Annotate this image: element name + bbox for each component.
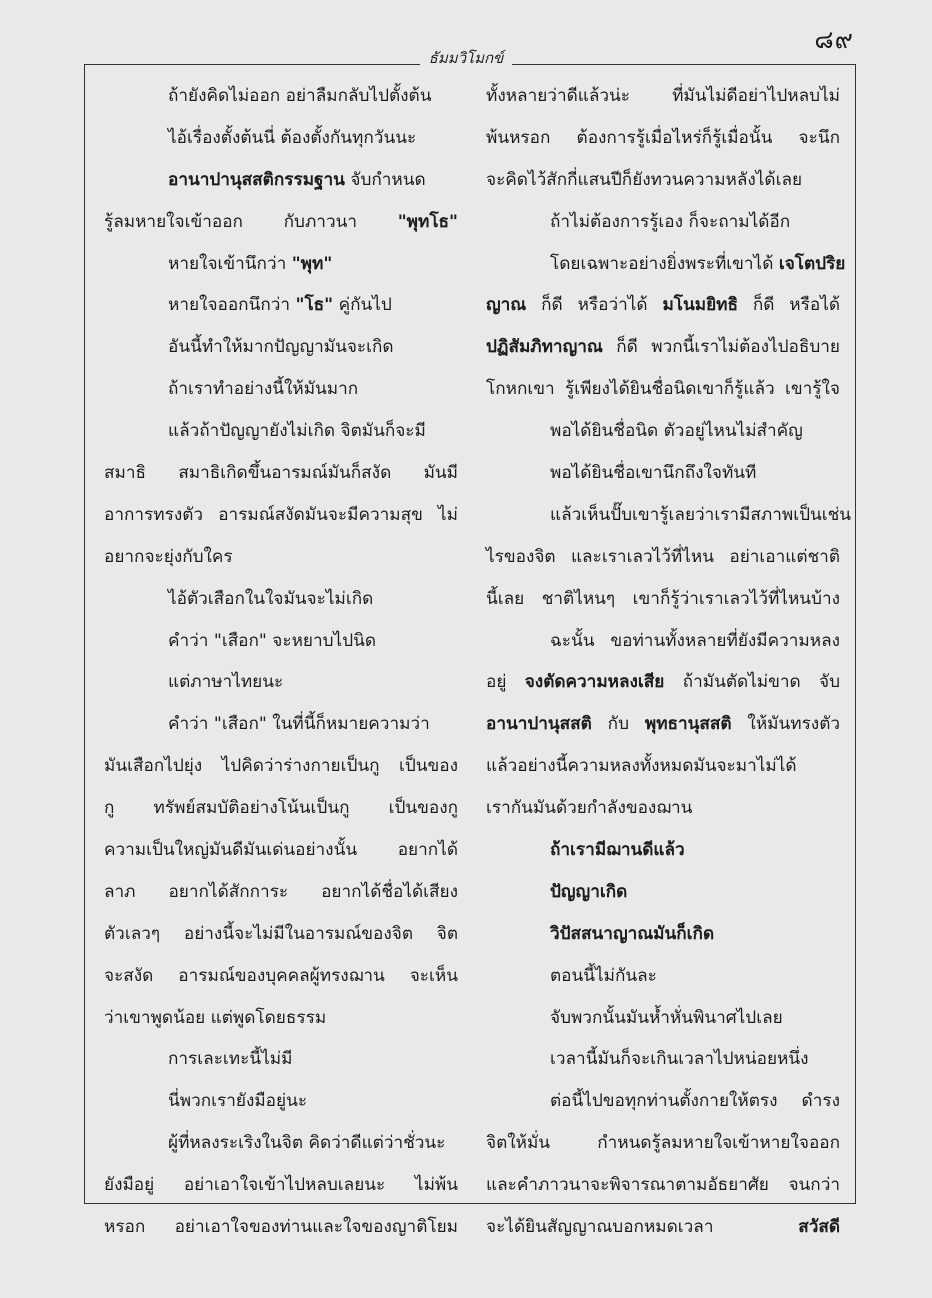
text-run: ไอ้เรื่องตั้งต้นนี่ ต้องตั้งกันทุกวันนะ [168,127,417,148]
bold-text: "โธ" [295,295,334,316]
text-run: ถ้ามันตัดไม่ขาด จับ [664,672,840,693]
text-line [486,704,840,746]
text-line [486,788,840,830]
text-run: ก็ดี พวกนี้เราไม่ต้องไปอธิบาย [602,337,840,358]
text-line [104,202,458,244]
text-run: แล้วถ้าปัญญายังไม่เกิด จิตมันก็จะมี [168,421,426,442]
text-run: ถ้าเราทำอย่างนี้ให้มันมาก [168,379,359,400]
text-line [104,537,458,579]
text-line [104,411,458,453]
text-run: ก็ดี หรือได้ [737,295,841,316]
running-title-text: ธัมมวิโมกข์ [420,49,513,67]
bold-text: ปัญญาเกิด [550,881,628,902]
text-line [486,621,840,663]
page-number: ๘๙ [814,25,854,54]
text-run: จับพวกนั้นมันห้ำหั่นพินาศไปเลย [550,1007,783,1028]
text-line [104,1165,458,1207]
text-line [104,495,458,537]
text-line [486,1207,840,1249]
text-line [104,327,458,369]
text-line [486,1081,840,1123]
text-line [104,1039,458,1081]
text-line [104,788,458,830]
text-run: พอได้ยินชื่อเขานึกถึงใจทันที [550,463,757,484]
text-line [104,579,458,621]
text-run: ตอนนี้ไม่กันละ [550,965,657,986]
text-run: อาการทรงตัว อารมณ์สงัดมันจะมีความสุข ไม่ [104,504,458,525]
bold-text: "พุท" [291,253,333,274]
text-line [104,160,458,202]
text-run: อยู่ [486,672,525,693]
text-line [486,872,840,914]
text-line [486,244,846,286]
text-line [104,1081,458,1123]
text-run: ยังมือยู่ อย่าเอาใจเข้าไปหลบเลยนะ ไม่พ้น [104,1175,458,1196]
bold-text: เจโตปริย [778,253,846,274]
bold-text: จงตัดความหลงเสีย [524,672,665,693]
text-line [104,872,458,914]
text-line [486,369,840,411]
text-line [104,1123,458,1165]
text-line [486,1039,840,1081]
text-run: ถ้ายังคิดไม่ออก อย่าลืมกลับไปตั้งต้น [168,86,432,106]
text-line [104,704,458,746]
bold-text: มโนมยิทธิ [662,295,738,316]
text-line [104,244,458,286]
text-run: แล้วอย่างนี้ความหลงทั้งหมดมันจะมาไม่ได้ [486,756,797,777]
left-column [104,76,458,1238]
text-line [486,537,840,579]
text-run: คำว่า "เสือก" จะหยาบไปนิด [168,630,377,651]
text-run: อยากจะยุ่งกับใคร [104,546,233,567]
text-line [104,914,458,956]
text-run: จะคิดไว้สักกี่แสนปีก็ยังทวนความหลังได้เลย [486,169,803,190]
text-line [104,746,458,788]
text-run: พอได้ยินชื่อนิด ตัวอยู่ไหนไม่สำคัญ [550,421,803,442]
text-run: อันนี้ทำให้มากปัญญามันจะเกิด [168,337,394,358]
bold-text: วิปัสสนาญาณมันก็เกิด [550,923,715,944]
text-line [486,1123,840,1165]
text-run: กู ทรัพย์สมบัติอย่างโน้นเป็นกู เป็นของกู [104,798,458,819]
text-run: ให้มันทรงตัว [731,714,841,735]
text-line [104,1207,458,1249]
bold-text: ถ้าเรามีฌานดีแล้ว [550,840,685,861]
bold-text: อานาปานุสสติกรรมฐาน [168,169,345,190]
text-run: รู้ลมหายใจเข้าออก กับภาวนา [104,211,398,232]
text-line [486,956,840,998]
text-line [486,327,840,369]
text-run: เรากันมันด้วยกำลังของฌาน [486,798,693,819]
text-run: สมาธิ สมาธิเกิดขึ้นอารมณ์มันก็สงัด มันมี [104,463,458,484]
text-line [104,369,458,411]
text-run: ไอ้ตัวเสือกในใจมันจะไม่เกิด [168,588,374,609]
text-run: คู่กันไป [333,295,392,316]
text-run: เวลานี้มันก็จะเกินเวลาไปหน่อยหนึ่ง [550,1049,809,1070]
text-run: จับกำหนด [344,169,426,190]
text-run: การเละเทะนี้ไม่มี [168,1049,293,1070]
text-run: ไรของจิต และเราเลวไว้ที่ไหน อย่าเอาแต่ชาติ [486,546,840,567]
text-run: ความเป็นใหญ่มันดีมันเด่นอย่างนั้น อยากได้ [104,840,458,861]
text-line [486,662,840,704]
text-run: มันเสือกไปยุ่ง ไปคิดว่าร่างกายเป็นกู เป็นของ [104,756,458,777]
text-line [486,579,840,621]
text-run: โกหกเขา รู้เพียงได้ยินชื่อนิดเขาก็รู้แล้ว เขารู้ใจ [486,379,840,400]
text-run: นี่พวกเรายังมือยู่นะ [168,1091,308,1112]
text-run: นี้เลย ชาติไหนๆ เขาก็รู้ว่าเราเลวไว้ที่ไหนบ้าง [486,588,840,609]
text-line [486,76,840,118]
text-line [486,914,840,956]
bold-text: สวัสดี [798,1217,840,1238]
text-line [486,453,840,495]
bold-text: พุทธานุสสติ [644,714,732,735]
bold-text: อานาปานุสสติ [486,714,592,735]
bold-text: ปฏิสัมภิทาญาณ [486,337,603,358]
text-run: หายใจออกนึกว่า [168,295,296,316]
text-run: หายใจเข้านึกว่า [168,253,292,274]
text-run: ฉะนั้น ขอท่านทั้งหลายที่ยังมีความหลง [550,630,840,651]
text-run: แต่ภาษาไทยนะ [168,672,284,693]
text-line [104,118,458,160]
text-run: ก็ดี หรือว่าได้ [526,295,663,316]
text-run: ตัวเลวๆ อย่างนี้จะไม่มีในอารมณ์ของจิต จิต [104,923,458,944]
text-line [486,202,840,244]
text-run: คำว่า "เสือก" ในที่นี้ก็หมายความว่า [168,714,430,735]
text-line [486,411,840,453]
text-run: หรอก อย่าเอาใจของท่านและใจของญาติโยม [104,1217,458,1238]
right-column [486,76,852,1238]
text-run: จะสงัด อารมณ์ของบุคคลผู้ทรงฌาน จะเห็น [104,965,458,986]
text-line [104,76,458,118]
text-run: ลาภ อยากได้สักการะ อยากได้ชื่อได้เสียง [104,881,458,902]
text-line [486,160,840,202]
text-run: จะได้ยินสัญญาณบอกหมดเวลา [486,1217,799,1238]
text-run: ว่าเขาพูดน้อย แต่พูดโดยธรรม [104,1007,327,1028]
bold-text: ญาณ [486,295,527,316]
text-run: โดยเฉพาะอย่างยิ่งพระที่เขาได้ [550,253,779,274]
text-line [104,662,458,704]
text-line [104,621,458,663]
text-run: ทั้งหลายว่าดีแล้วน่ะ ที่มันไม่ดีอย่าไปหลบไม่ [486,86,840,106]
text-line [104,830,458,872]
text-line [486,746,840,788]
running-title [0,46,932,70]
text-line [486,830,840,872]
text-line [486,1165,840,1207]
text-line [486,998,840,1040]
text-run: แล้วเห็นปั๊บเขารู้เลยว่าเรามีสภาพเป็นเช่น [550,504,852,525]
text-run: และคำภาวนาจะพิจารณาตามอัธยาศัย จนกว่า [486,1175,840,1196]
text-line [486,495,852,537]
text-line [486,285,840,327]
text-run: จิตให้มั่น กำหนดรู้ลมหายใจเข้าหายใจออก [486,1133,840,1154]
text-line [104,998,458,1040]
text-line [104,285,458,327]
text-run: ต่อนี้ไปขอทุกท่านตั้งกายให้ตรง ดำรง [550,1091,840,1112]
text-line [486,118,840,160]
text-run: ถ้าไม่ต้องการรู้เอง ก็จะถามได้อีก [550,211,791,232]
text-line [104,956,458,998]
bold-text: "พุทโธ" [397,211,458,232]
text-run: ผู้ที่หลงระเริงในจิต คิดว่าดีแต่ว่าชั่วนะ [168,1133,446,1154]
text-run: พ้นหรอก ต้องการรู้เมื่อไหร่ก็รู้เมื่อนั้น จะนึก [486,127,840,148]
text-run: กับ [591,714,645,735]
text-line [104,453,458,495]
